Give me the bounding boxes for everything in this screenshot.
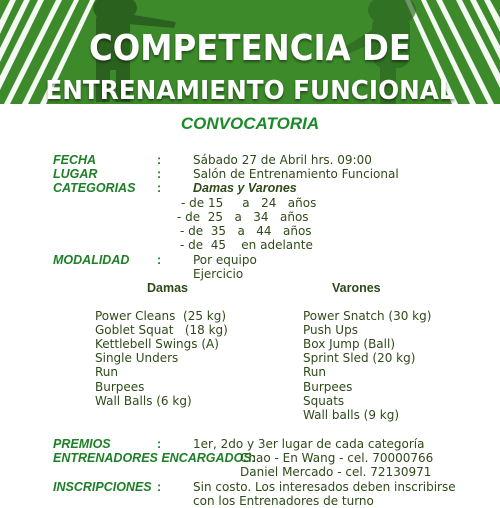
categorias-label: CATEGORIAS (53, 181, 136, 195)
age-range: - de 45 en adelante (180, 238, 313, 252)
lugar-label: LUGAR (53, 167, 98, 181)
fecha-colon: : (157, 153, 162, 167)
varones-exercise: Run (303, 365, 327, 379)
modalidad-value: Por equipo (193, 253, 257, 267)
inscripciones-colon: : (157, 480, 162, 494)
varones-exercise: Push Ups (303, 323, 358, 337)
varones-exercise: Sprint Sled (20 kg) (303, 351, 416, 365)
header-banner (0, 0, 500, 104)
premios-value: 1er, 2do y 3er lugar de cada categoría (193, 437, 425, 451)
modalidad-value: Ejercicio (193, 267, 244, 281)
varones-exercise: Burpees (303, 380, 353, 394)
damas-exercise: Power Cleans (25 kg) (95, 309, 227, 323)
title-line-2: ENTRENAMIENTO FUNCIONAL (45, 76, 455, 104)
varones-exercise: Wall balls (9 kg) (303, 408, 400, 422)
varones-heading: Varones (332, 281, 381, 295)
entrenadores-line: Chao - En Wang - cel. 70000766 (240, 451, 434, 465)
damas-exercise: Goblet Squat (18 kg) (95, 323, 228, 337)
damas-exercise: Burpees (95, 380, 145, 394)
premios-label: PREMIOS (53, 437, 111, 451)
inscripciones-line: Sin costo. Los interesados deben inscribirse (193, 480, 456, 494)
inscripciones-label: INSCRIPCIONES (53, 480, 152, 494)
categorias-colon: : (157, 181, 162, 195)
lugar-colon: : (157, 167, 162, 181)
premios-colon: : (157, 437, 162, 451)
age-range: - de 25 a 34 años (177, 210, 309, 224)
damas-exercise: Run (95, 365, 119, 379)
entrenadores-line: Daniel Mercado - cel. 72130971 (240, 465, 432, 479)
damas-exercise: Kettlebell Swings (A) (95, 337, 219, 351)
varones-exercise: Box Jump (Ball) (303, 337, 396, 351)
categorias-value: Damas y Varones (193, 181, 297, 195)
title-line-1: COMPETENCIA DE (88, 28, 412, 69)
fecha-value: Sábado 27 de Abril hrs. 09:00 (193, 153, 372, 167)
age-range: - de 35 a 44 años (180, 224, 312, 238)
entrenadores-label: ENTRENADORES ENCARGADOS: (53, 451, 256, 465)
damas-exercise: Wall Balls (6 kg) (95, 394, 192, 408)
age-range: - de 15 a 24 años (181, 196, 317, 210)
inscripciones-line: con los Entrenadores de turno (193, 494, 374, 508)
damas-heading: Damas (147, 281, 188, 295)
varones-exercise: Power Snatch (30 kg) (303, 309, 432, 323)
modalidad-label: MODALIDAD (53, 253, 130, 267)
fecha-label: FECHA (53, 153, 97, 167)
varones-exercise: Squats (303, 394, 345, 408)
subtitle: CONVOCATORIA (180, 114, 320, 133)
damas-exercise: Single Unders (95, 351, 179, 365)
modalidad-colon: : (157, 253, 162, 267)
lugar-value: Salón de Entrenamiento Funcional (193, 167, 399, 181)
